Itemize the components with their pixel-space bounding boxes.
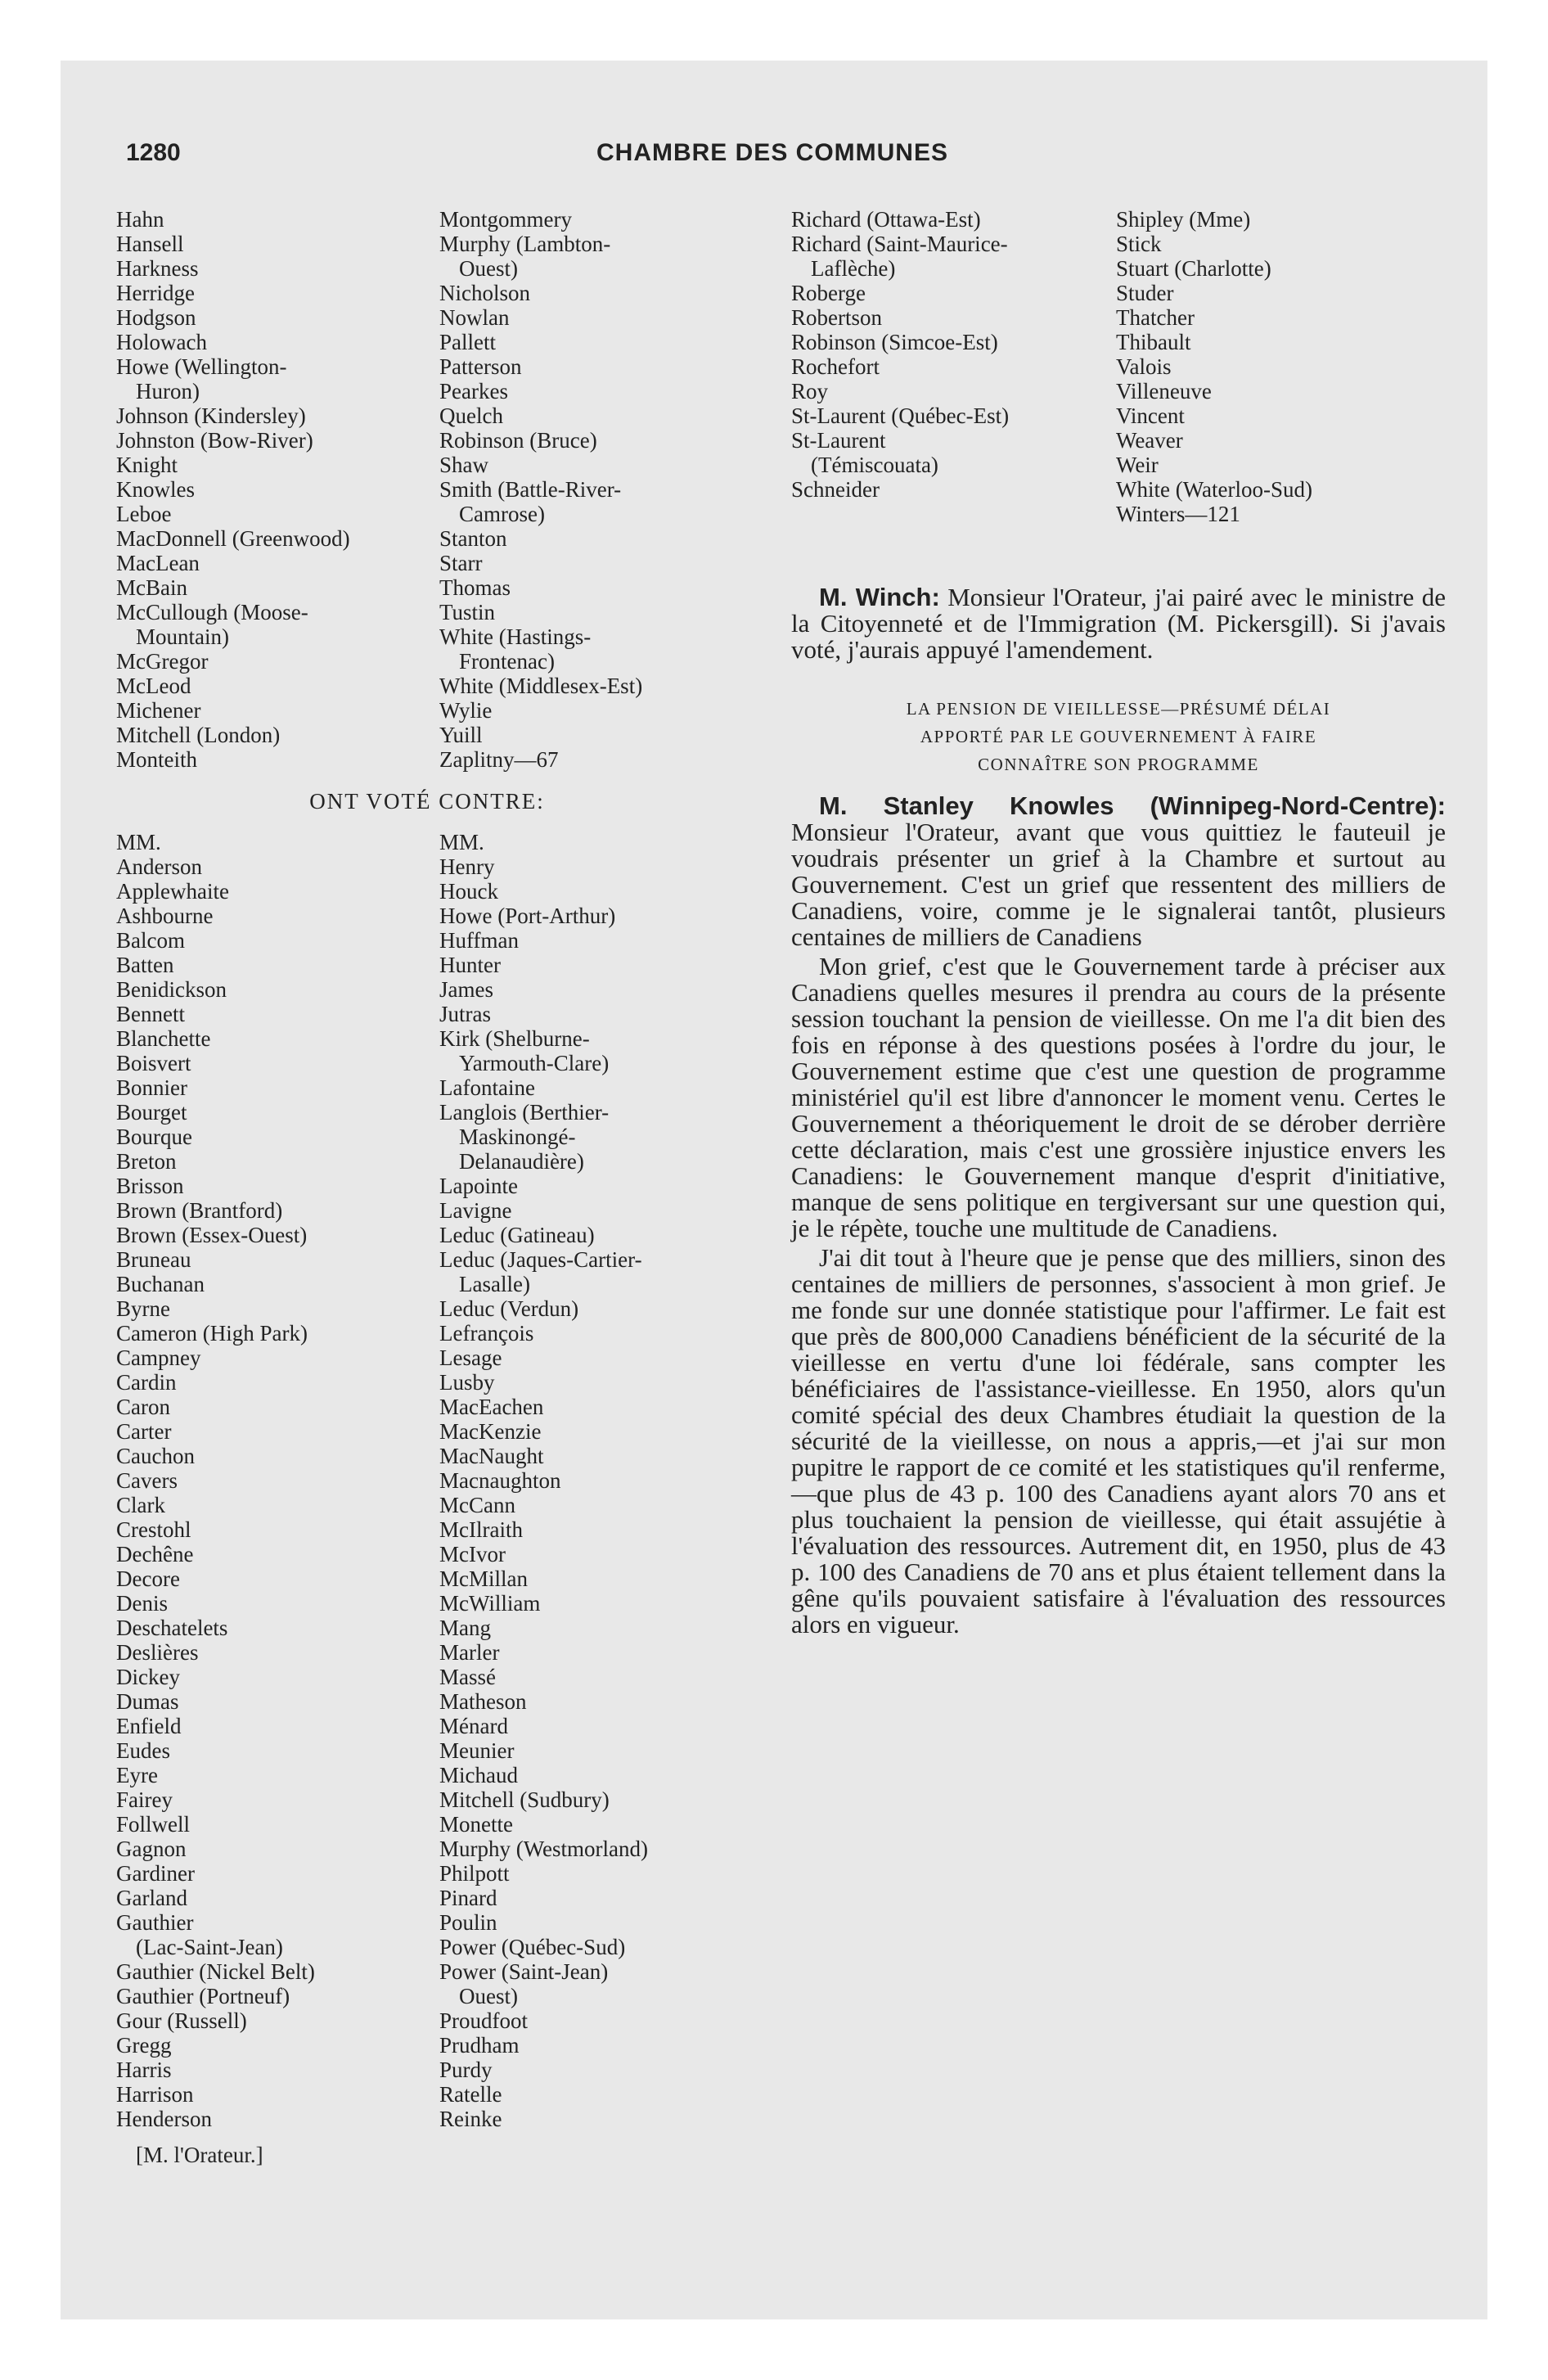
list-item: Mountain) [136, 624, 229, 649]
list-item: Herridge [116, 281, 195, 305]
list-item: Quelch [439, 403, 503, 428]
page-number: 1280 [126, 139, 181, 166]
list-item: Frontenac) [459, 649, 555, 674]
list-item: MacDonnell (Greenwood) [116, 526, 350, 551]
section-heading-line-3: CONNAÎTRE SON PROGRAMME [978, 755, 1259, 774]
list-item: Cameron (High Park) [116, 1321, 308, 1346]
list-item: Rochefort [791, 354, 880, 379]
list-item: Brown (Essex-Ouest) [116, 1223, 308, 1247]
list-item: Villeneuve [1116, 379, 1212, 403]
list-item: Macnaughton [439, 1468, 561, 1493]
list-item: Winters—121 [1116, 502, 1240, 526]
list-item: MacKenzie [439, 1419, 542, 1444]
list-item: Pinard [439, 1886, 497, 1910]
section-heading-line-1: LA PENSION DE VIEILLESSE—PRÉSUMÉ DÉLAI [906, 699, 1331, 719]
list-item: Tustin [439, 600, 496, 624]
list-item: Ménard [439, 1714, 508, 1738]
list-item: Lapointe [439, 1174, 518, 1198]
list-item: Cauchon [116, 1444, 195, 1468]
list-item: Ouest) [459, 256, 518, 281]
list-item: Brown (Brantford) [116, 1198, 283, 1223]
list-item: Brisson [116, 1174, 184, 1198]
yeas-column-2 [439, 207, 642, 772]
list-item: McIvor [439, 1542, 506, 1566]
list-item: Marler [439, 1640, 500, 1665]
list-item: Bennett [116, 1002, 185, 1026]
list-item: Bonnier [116, 1075, 187, 1100]
list-item: Henry [439, 854, 495, 879]
list-item: Yuill [439, 723, 483, 747]
list-item: Hodgson [116, 305, 196, 330]
knowles-paragraph-2: Mon grief, c'est que le Gouvernement tarde à préciser aux Canadiens quelles mesures il prendra au cours de la présente session touchant la pension de vieillesse. On me l'a dit bien des fois en réponse à des questions posées à l'ordre du jour, le Gouvernement estime que c'est une question de programme ministériel qu'il est libre d'annoncer le moment venu. Certes le Gouvernement a théoriquement le droit de se dérober derrière cette déclaration, mais c'est une grossière injustice envers les Canadiens: le Gouvernement manque d'esprit d'initiative, manque de sens politique en tergiversant sur une question qui, je le répète, touche une multitude de Canadiens. [791, 952, 1446, 1242]
list-item: Nicholson [439, 281, 530, 305]
list-item: Houck [439, 879, 498, 904]
list-item: Carter [116, 1419, 172, 1444]
list-item: Pallett [439, 330, 496, 354]
list-item: McCullough (Moose- [116, 600, 308, 624]
list-item: Dickey [116, 1665, 180, 1689]
yeas-column-1 [116, 207, 350, 772]
list-item: Breton [116, 1149, 177, 1174]
list-item: Follwell [116, 1812, 191, 1837]
list-item: Mang [439, 1616, 491, 1640]
list-item: Cardin [116, 1370, 177, 1395]
list-item: Lefrançois [439, 1321, 534, 1346]
list-item: Starr [439, 551, 483, 575]
list-item: Johnston (Bow-River) [116, 428, 313, 453]
list-item: Murphy (Westmorland) [439, 1837, 649, 1861]
list-item: Roberge [791, 281, 866, 305]
list-item: Montgommery [439, 207, 572, 232]
list-item: Power (Saint-Jean) [439, 1959, 609, 1984]
section-heading [791, 695, 1446, 778]
list-item: Gauthier [116, 1910, 194, 1935]
list-item: McMillan [439, 1566, 528, 1591]
list-item: Benidickson [116, 977, 227, 1002]
list-item: Reinke [439, 2107, 502, 2131]
list-item: Leboe [116, 502, 172, 526]
list-item: Murphy (Lambton- [439, 232, 611, 256]
list-item: Smith (Battle-River- [439, 477, 622, 502]
list-item: Bourget [116, 1100, 187, 1125]
list-item: Purdy [439, 2058, 493, 2082]
list-item: Buchanan [116, 1272, 205, 1296]
attribution: [M. l'Orateur.] [136, 2143, 263, 2167]
page [61, 61, 1487, 2319]
list-item: Cavers [116, 1468, 178, 1493]
list-item: Huffman [439, 928, 519, 953]
list-item: Byrne [116, 1296, 170, 1321]
list-item: Delanaudière) [459, 1149, 584, 1174]
list-item: Balcom [116, 928, 185, 953]
list-item: Poulin [439, 1910, 497, 1935]
list-item: Hunter [439, 953, 501, 977]
list-item: Decore [116, 1566, 180, 1591]
list-item: Campney [116, 1346, 201, 1370]
list-item: Gauthier (Portneuf) [116, 1984, 290, 2008]
list-item: Richard (Ottawa-Est) [791, 207, 981, 232]
list-item: Enfield [116, 1714, 182, 1738]
list-item: Monette [439, 1812, 513, 1837]
list-item: Crestohl [116, 1517, 191, 1542]
list-item: Wylie [439, 698, 493, 723]
running-title: CHAMBRE DES COMMUNES [596, 139, 948, 166]
list-item: Shaw [439, 453, 488, 477]
list-item: Knowles [116, 477, 195, 502]
nays-heading: ONT VOTÉ CONTRE: [309, 789, 545, 814]
list-item: Clark [116, 1493, 165, 1517]
list-item: Lesage [439, 1346, 502, 1370]
list-item: (Lac-Saint-Jean) [136, 1935, 283, 1959]
list-item: Leduc (Verdun) [439, 1296, 579, 1321]
list-item: Meunier [439, 1738, 515, 1763]
list-item: Leduc (Jaques-Cartier- [439, 1247, 642, 1272]
list-item: Stanton [439, 526, 507, 551]
list-item: Batten [116, 953, 174, 977]
list-item: Garland [116, 1886, 187, 1910]
list-item: Laflèche) [811, 256, 896, 281]
list-item: Philpott [439, 1861, 510, 1886]
list-item: Gour (Russell) [116, 2008, 247, 2033]
list-item: Patterson [439, 354, 522, 379]
list-item: Robinson (Simcoe-Est) [791, 330, 998, 354]
list-item: Denis [116, 1591, 168, 1616]
list-item: Eyre [116, 1763, 158, 1787]
list-item: Ashbourne [116, 904, 214, 928]
list-item: James [439, 977, 493, 1002]
list-item: Bourque [116, 1125, 192, 1149]
list-item: Gregg [116, 2033, 172, 2058]
list-item: MacEachen [439, 1395, 544, 1419]
mm-label-1: MM. [116, 830, 161, 854]
list-item: Power (Québec-Sud) [439, 1935, 626, 1959]
list-item: Thatcher [1116, 305, 1195, 330]
list-item: Boisvert [116, 1051, 191, 1075]
list-item: Zaplitny—67 [439, 747, 559, 772]
winch-text: Monsieur l'Orateur, j'ai pairé avec le ministre de la Citoyenneté et de l'Immigration (M. Pickersgill). Si j'avais voté, j'aurais appuyé l'amendement. [791, 583, 1446, 664]
list-item: Stick [1116, 232, 1162, 256]
list-item: Robinson (Bruce) [439, 428, 597, 453]
list-item: Maskinongé- [459, 1125, 576, 1149]
list-item: Anderson [116, 854, 202, 879]
list-item: McGregor [116, 649, 209, 674]
list-item: McCann [439, 1493, 515, 1517]
list-item: (Témiscouata) [811, 453, 938, 477]
list-item: Blanchette [116, 1026, 211, 1051]
list-item: Weaver [1116, 428, 1183, 453]
list-item: Leduc (Gatineau) [439, 1223, 595, 1247]
knowles-paragraph-1: Monsieur l'Orateur, avant que vous quittiez le fauteuil je voudrais présenter un grief à la Chambre et surtout au Gouvernement. C'est un grief que ressentent des milliers de Canadiens, voire, comme je le signalerai tantôt, plusieurs centaines de milliers de Canadiens [791, 818, 1446, 951]
list-item: Hansell [116, 232, 184, 256]
list-item: White (Middlesex-Est) [439, 674, 643, 698]
list-item: Thomas [439, 575, 511, 600]
list-item: MacNaught [439, 1444, 544, 1468]
section-heading-line-2: APPORTÉ PAR LE GOUVERNEMENT À FAIRE [920, 727, 1317, 746]
list-item: Howe (Wellington- [116, 354, 287, 379]
list-item: Massé [439, 1665, 496, 1689]
list-item: Gardiner [116, 1861, 195, 1886]
list-item: Michener [116, 698, 201, 723]
list-item: Henderson [116, 2107, 212, 2131]
list-item: Caron [116, 1395, 170, 1419]
list-item: St-Laurent (Québec-Est) [791, 403, 1010, 428]
list-item: Hahn [116, 207, 164, 232]
list-item: Studer [1116, 281, 1174, 305]
list-item: Gagnon [116, 1837, 187, 1861]
speaker-winch: M. Winch: [819, 583, 940, 611]
list-item: Harris [116, 2058, 172, 2082]
list-item: Deschatelets [116, 1616, 228, 1640]
list-item: Valois [1116, 354, 1172, 379]
list-item: Applewhaite [116, 879, 229, 904]
list-item: Pearkes [439, 379, 508, 403]
list-item: Deslières [116, 1640, 199, 1665]
knowles-paragraph-3: J'ai dit tout à l'heure que je pense que des milliers, sinon des centaines de milliers de personnes, s'associent à mon grief. Je me fonde sur une donnée statistique pour l'affirmer. Le fait est que près de 800,000 Canadiens bénéficient de la sécurité de la vieillesse en vertu d'une loi fédérale, sans compter les bénéficiaires de l'assistance-vieillesse. En 1950, alors qu'un comité spécial des deux Chambres étudiait la question de la sécurité de la vieillesse, on nous a appris,—et j'ai sur mon pupitre le rapport de ce comité et les statistiques qu'il renferme,—que plus de 43 p. 100 des Canadiens ayant alors 70 ans et plus touchaient la pension de vieillesse, qui était assujétie à l'évaluation des ressources. Autrement dit, en 1950, plus de 43 p. 100 des Canadiens de 70 ans et plus étaient tellement dans la gêne qu'ils pouvaient satisfaire à l'évaluation des ressources alors en vigueur. [791, 1243, 1446, 1639]
mm-label-2: MM. [439, 830, 484, 854]
list-item: Prudham [439, 2033, 520, 2058]
list-item: Lusby [439, 1370, 495, 1395]
list-item: Thibault [1116, 330, 1191, 354]
list-item: Gauthier (Nickel Belt) [116, 1959, 315, 1984]
list-item: St-Laurent [791, 428, 886, 453]
list-item: Johnson (Kindersley) [116, 403, 306, 428]
list-item: Ratelle [439, 2082, 502, 2107]
list-item: Harrison [116, 2082, 194, 2107]
list-item: Schneider [791, 477, 880, 502]
list-item: Richard (Saint-Maurice- [791, 232, 1008, 256]
list-item: Dechêne [116, 1542, 194, 1566]
nays-column-1 [116, 854, 315, 2131]
nays-column-2 [439, 854, 648, 2131]
list-item: Bruneau [116, 1247, 191, 1272]
list-item: Knight [116, 453, 178, 477]
list-item: Kirk (Shelburne- [439, 1026, 590, 1051]
list-item: McIlraith [439, 1517, 523, 1542]
list-item: Stuart (Charlotte) [1116, 256, 1271, 281]
yeas-column-4 [1116, 207, 1312, 526]
list-item: Matheson [439, 1689, 527, 1714]
page-header [126, 139, 1419, 172]
list-item: White (Hastings- [439, 624, 592, 649]
list-item: Eudes [116, 1738, 170, 1763]
list-item: Yarmouth-Clare) [459, 1051, 610, 1075]
winch-statement [791, 584, 1446, 663]
list-item: Harkness [116, 256, 199, 281]
list-item: Jutras [439, 1002, 491, 1026]
list-item: McWilliam [439, 1591, 541, 1616]
list-item: MacLean [116, 551, 200, 575]
list-item: Holowach [116, 330, 207, 354]
list-item: Camrose) [459, 502, 545, 526]
list-item: Robertson [791, 305, 882, 330]
list-item: Vincent [1116, 403, 1185, 428]
list-item: McBain [116, 575, 187, 600]
list-item: Shipley (Mme) [1116, 207, 1251, 232]
list-item: Fairey [116, 1787, 173, 1812]
list-item: Mitchell (Sudbury) [439, 1787, 610, 1812]
list-item: Proudfoot [439, 2008, 528, 2033]
list-item: Mitchell (London) [116, 723, 281, 747]
yeas-column-3 [791, 207, 1009, 502]
list-item: Dumas [116, 1689, 179, 1714]
list-item: Weir [1116, 453, 1159, 477]
list-item: Monteith [116, 747, 197, 772]
list-item: Lafontaine [439, 1075, 535, 1100]
list-item: Lavigne [439, 1198, 512, 1223]
list-item: Langlois (Berthier- [439, 1100, 610, 1125]
list-item: McLeod [116, 674, 191, 698]
list-item: Roy [791, 379, 829, 403]
speaker-knowles: M. Stanley Knowles (Winnipeg-Nord-Centre): [819, 791, 1446, 820]
list-item: Nowlan [439, 305, 510, 330]
list-item: Lasalle) [459, 1272, 530, 1296]
list-item: White (Waterloo-Sud) [1116, 477, 1312, 502]
list-item: Howe (Port-Arthur) [439, 904, 616, 928]
list-item: Ouest) [459, 1984, 518, 2008]
knowles-speech [791, 793, 1446, 1638]
list-item: Huron) [136, 379, 200, 403]
list-item: Michaud [439, 1763, 518, 1787]
